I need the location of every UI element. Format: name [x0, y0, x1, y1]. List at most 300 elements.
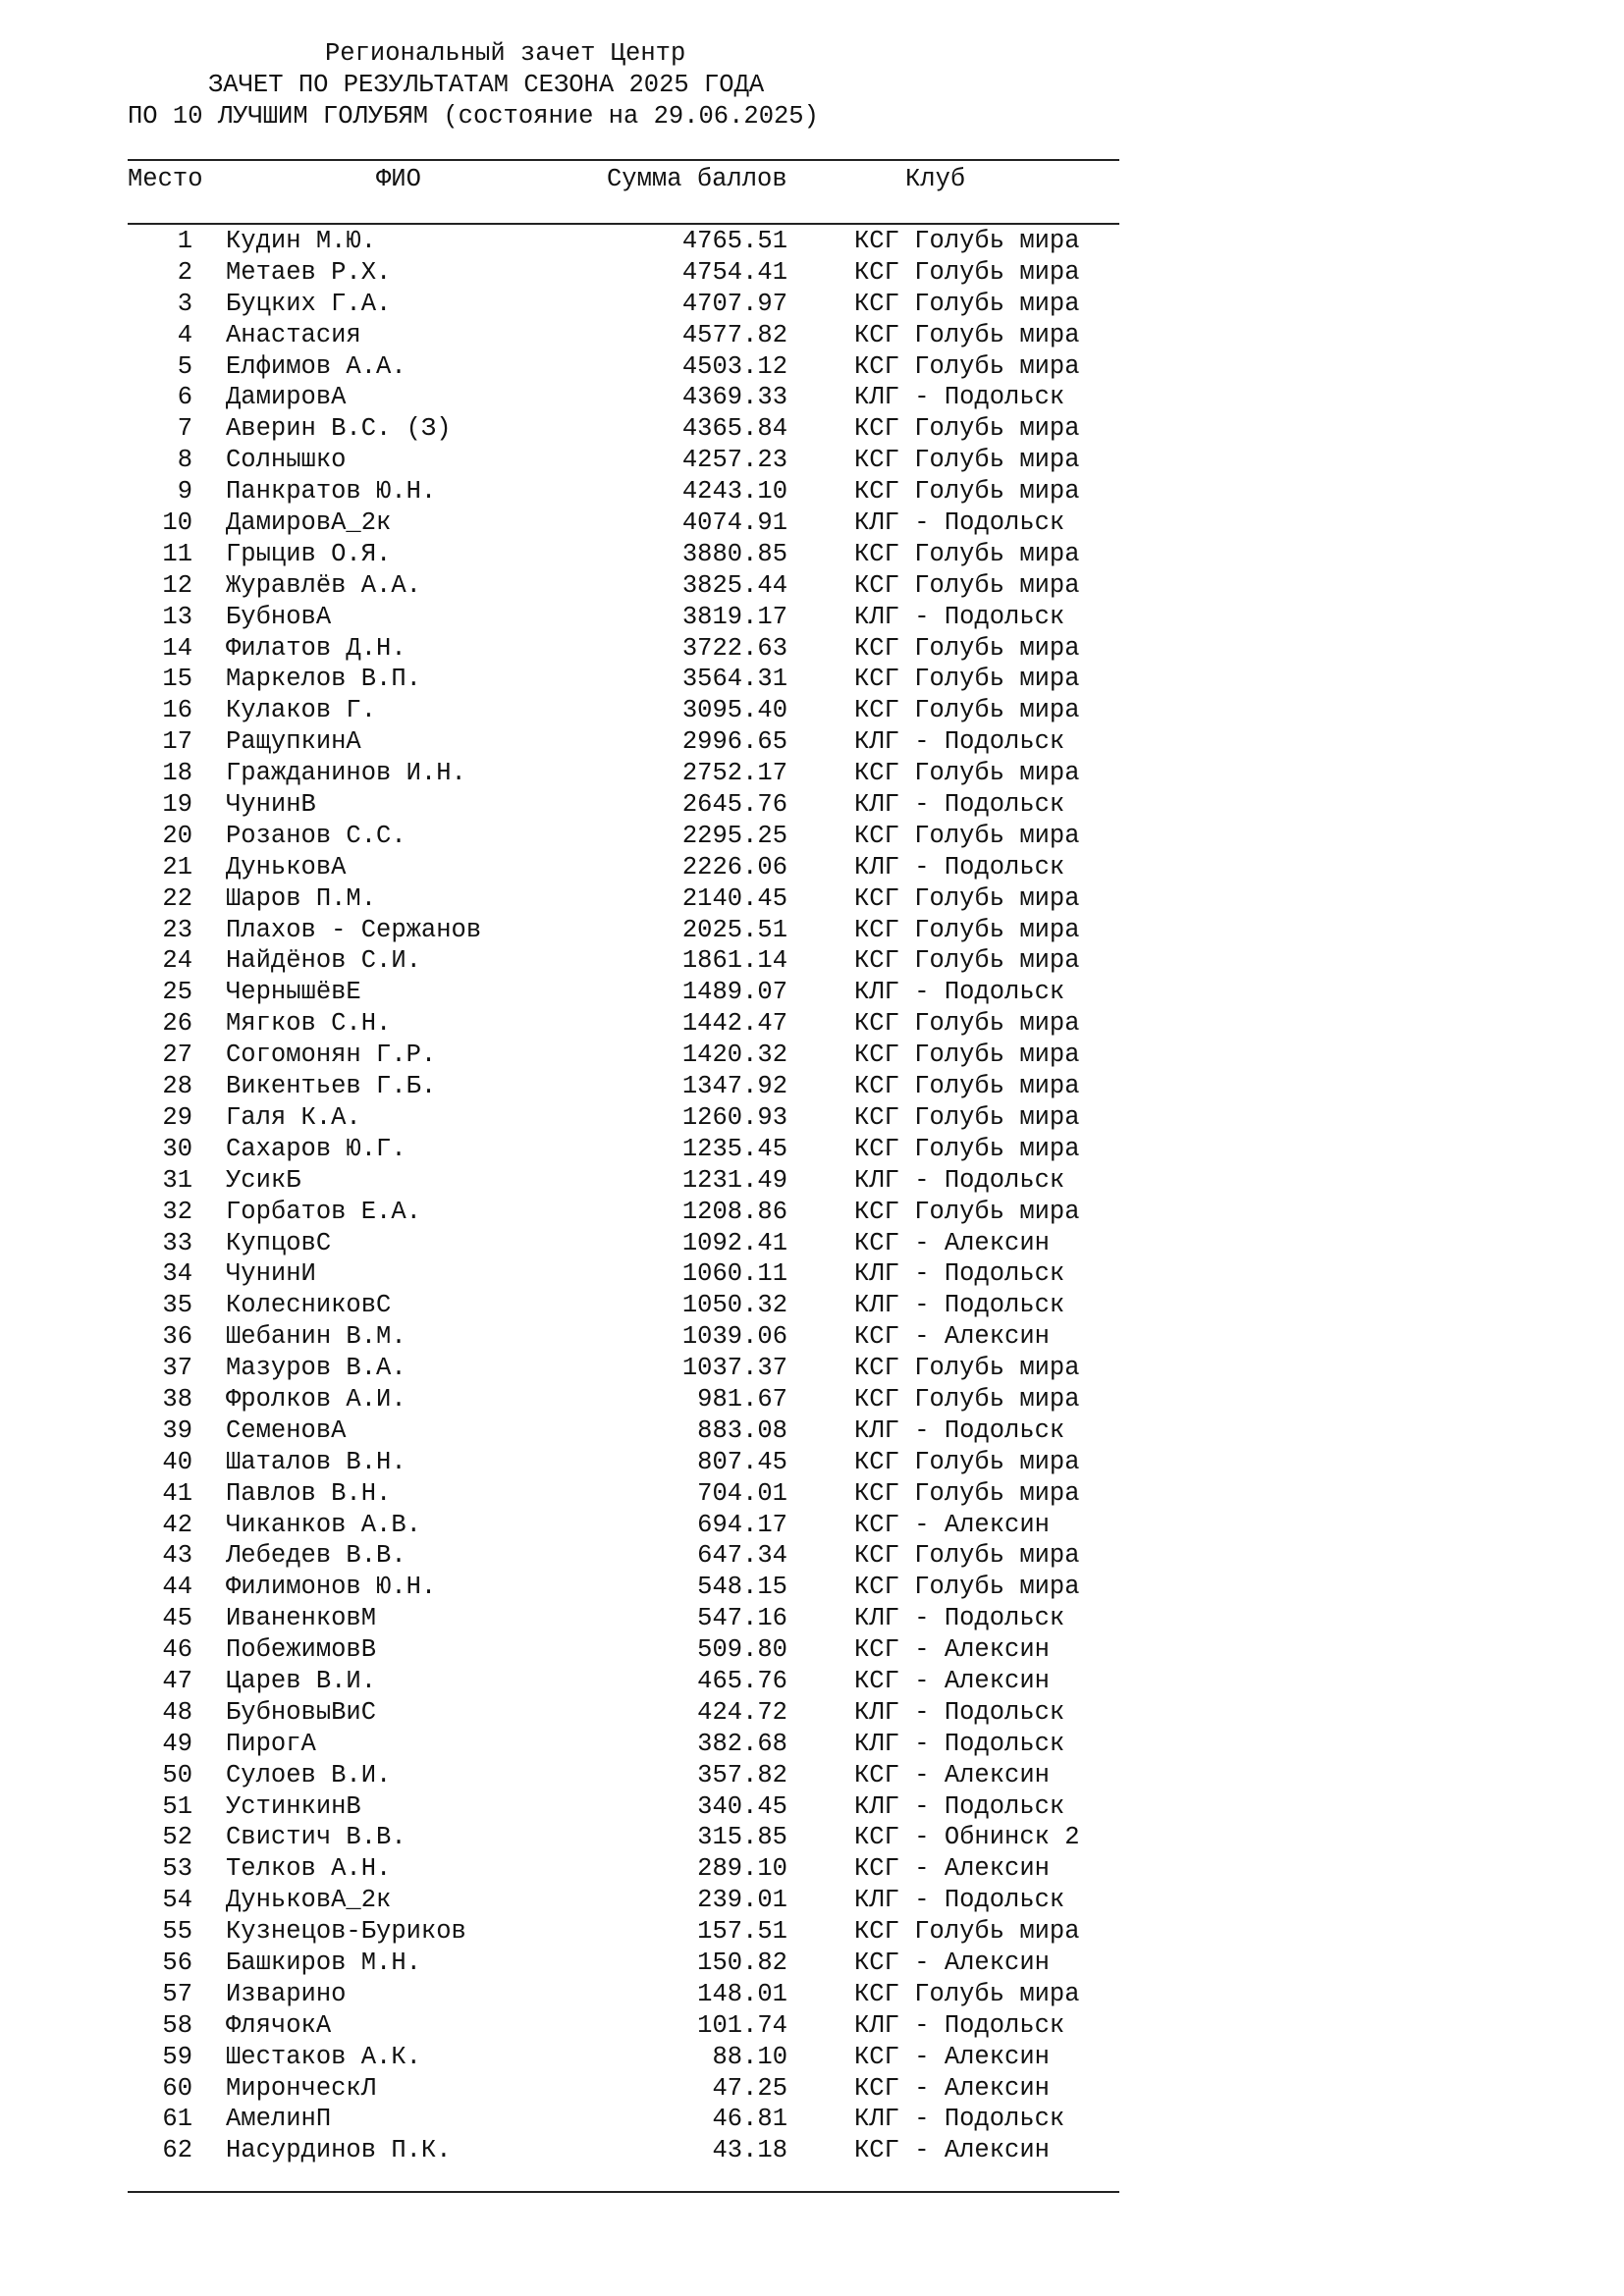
row-score: 4577.82: [681, 320, 787, 349]
row-score: 3880.85: [681, 539, 787, 568]
row-club: КЛГ - Подольск: [854, 1791, 1065, 1821]
row-name: Согомонян Г.Р.: [226, 1041, 437, 1070]
table-row: [0, 1290, 1624, 1321]
table-row: [0, 758, 1624, 789]
table-row: [0, 289, 1624, 320]
row-score: 4257.23: [681, 446, 787, 475]
row-place: 14: [162, 633, 192, 663]
row-place: 47: [162, 1666, 192, 1695]
row-score: 3819.17: [681, 602, 787, 631]
row-score: 2295.25: [681, 821, 787, 850]
row-place: 41: [162, 1478, 192, 1508]
table-row: [0, 821, 1624, 852]
row-place: 10: [162, 508, 192, 538]
row-name: Солнышко: [226, 446, 347, 475]
row-club: КЛГ - Подольск: [854, 508, 1065, 538]
row-club: КСГ Голубь мира: [854, 257, 1080, 287]
row-club: КСГ - Алексин: [854, 1760, 1050, 1789]
row-club: КСГ Голубь мира: [854, 633, 1080, 663]
document-title: Региональный зачет Центр: [325, 39, 686, 68]
table-row: [0, 1791, 1624, 1823]
row-club: КСГ - Алексин: [854, 1228, 1050, 1257]
top-divider: [128, 159, 1119, 161]
row-name: Телков А.Н.: [226, 1854, 392, 1884]
table-row: [0, 2104, 1624, 2135]
bottom-divider: [128, 2191, 1119, 2193]
row-name: Галя К.А.: [226, 1102, 361, 1132]
row-score: 1039.06: [681, 1322, 787, 1352]
table-row: [0, 351, 1624, 383]
table-row: [0, 1008, 1624, 1040]
row-score: 4754.41: [681, 257, 787, 287]
table-row: [0, 1228, 1624, 1259]
row-place: 37: [162, 1354, 192, 1383]
row-place: 48: [162, 1697, 192, 1727]
row-place: 8: [177, 446, 192, 475]
row-name: Сахаров Ю.Г.: [226, 1134, 406, 1163]
row-club: КСГ Голубь мира: [854, 1072, 1080, 1101]
row-name: Панкратов Ю.Н.: [226, 477, 437, 507]
table-row: [0, 1321, 1624, 1353]
row-club: КСГ Голубь мира: [854, 289, 1080, 318]
row-name: УсикБ: [226, 1165, 301, 1195]
row-score: 1260.93: [681, 1102, 787, 1132]
row-club: КЛГ - Подольск: [854, 1165, 1065, 1195]
row-name: ИваненковМ: [226, 1604, 377, 1633]
row-score: 465.76: [697, 1666, 787, 1695]
row-place: 60: [162, 2073, 192, 2103]
row-place: 54: [162, 1886, 192, 1915]
table-row: [0, 1134, 1624, 1165]
row-place: 4: [177, 320, 192, 349]
row-name: Метаев Р.Х.: [226, 257, 392, 287]
row-club: КЛГ - Подольск: [854, 1604, 1065, 1633]
table-row: [0, 602, 1624, 633]
row-score: 1861.14: [681, 946, 787, 976]
row-name: ЧунинИ: [226, 1259, 316, 1289]
table-row: [0, 507, 1624, 539]
row-club: КСГ Голубь мира: [854, 414, 1080, 444]
row-place: 12: [162, 570, 192, 600]
row-score: 2226.06: [681, 852, 787, 881]
row-name: Аверин В.С. (З): [226, 414, 452, 444]
row-place: 40: [162, 1447, 192, 1476]
row-score: 315.85: [697, 1823, 787, 1852]
table-row: [0, 1572, 1624, 1603]
row-name: Шаров П.М.: [226, 883, 377, 913]
row-place: 19: [162, 790, 192, 820]
table-row: [0, 695, 1624, 726]
row-score: 4243.10: [681, 477, 787, 507]
row-name: Филатов Д.Н.: [226, 633, 406, 663]
table-row: [0, 2010, 1624, 2042]
row-place: 53: [162, 1854, 192, 1884]
row-club: КСГ Голубь мира: [854, 665, 1080, 694]
row-name: Плахов - Сержанов: [226, 915, 482, 944]
row-place: 6: [177, 383, 192, 412]
row-name: ДамировА: [226, 383, 347, 412]
row-place: 43: [162, 1541, 192, 1571]
row-name: ПобежимовВ: [226, 1635, 377, 1665]
row-place: 58: [162, 2010, 192, 2040]
row-place: 1: [177, 227, 192, 255]
row-name: КолесниковС: [226, 1291, 392, 1320]
row-place: 62: [162, 2136, 192, 2165]
row-name: Шаталов В.Н.: [226, 1447, 406, 1476]
table-row: [0, 1822, 1624, 1853]
table-row: [0, 1948, 1624, 1979]
row-place: 55: [162, 1917, 192, 1947]
row-club: КЛГ - Подольск: [854, 1697, 1065, 1727]
row-score: 88.10: [712, 2042, 787, 2071]
row-score: 3564.31: [681, 665, 787, 694]
row-club: КСГ Голубь мира: [854, 1979, 1080, 2008]
table-row: [0, 633, 1624, 665]
row-place: 31: [162, 1165, 192, 1195]
row-score: 101.74: [697, 2010, 787, 2040]
row-score: 3825.44: [681, 570, 787, 600]
row-club: КЛГ - Подольск: [854, 602, 1065, 631]
row-place: 51: [162, 1791, 192, 1821]
row-club: КСГ Голубь мира: [854, 883, 1080, 913]
row-place: 32: [162, 1197, 192, 1226]
table-row: [0, 945, 1624, 977]
row-name: ДуньковА: [226, 852, 347, 881]
row-place: 20: [162, 821, 192, 850]
row-club: КСГ - Алексин: [854, 2136, 1050, 2165]
table-row: [0, 883, 1624, 915]
row-club: КСГ - Обнинск 2: [854, 1823, 1080, 1852]
row-club: КСГ Голубь мира: [854, 227, 1080, 255]
row-score: 1347.92: [681, 1072, 787, 1101]
row-place: 29: [162, 1102, 192, 1132]
row-place: 15: [162, 665, 192, 694]
row-score: 1092.41: [681, 1228, 787, 1257]
row-name: Кулаков Г.: [226, 696, 377, 725]
row-place: 34: [162, 1259, 192, 1289]
row-club: КЛГ - Подольск: [854, 852, 1065, 881]
table-row: [0, 1603, 1624, 1634]
row-name: Царев В.И.: [226, 1666, 377, 1695]
row-score: 2140.45: [681, 883, 787, 913]
table-row: [0, 1447, 1624, 1478]
row-club: КСГ - Алексин: [854, 2042, 1050, 2071]
table-row: [0, 1979, 1624, 2010]
row-place: 39: [162, 1415, 192, 1445]
row-place: 57: [162, 1979, 192, 2008]
row-name: Грыцив О.Я.: [226, 539, 392, 568]
column-header-place: Место: [128, 165, 203, 193]
row-score: 382.68: [697, 1729, 787, 1758]
table-row: [0, 726, 1624, 758]
row-place: 27: [162, 1041, 192, 1070]
row-place: 33: [162, 1228, 192, 1257]
table-row: [0, 1258, 1624, 1290]
table-row: [0, 1916, 1624, 1948]
row-place: 56: [162, 1948, 192, 1977]
row-score: 4365.84: [681, 414, 787, 444]
row-club: КСГ Голубь мира: [854, 915, 1080, 944]
column-header-name: ФИО: [376, 165, 421, 193]
row-club: КЛГ - Подольск: [854, 1291, 1065, 1320]
row-score: 1442.47: [681, 1009, 787, 1039]
row-club: КЛГ - Подольск: [854, 1415, 1065, 1445]
row-name: Буцких Г.А.: [226, 289, 392, 318]
row-score: 148.01: [697, 1979, 787, 2008]
row-place: 9: [177, 477, 192, 507]
row-place: 46: [162, 1635, 192, 1665]
row-score: 509.80: [697, 1635, 787, 1665]
row-place: 52: [162, 1823, 192, 1852]
column-header-sum: Сумма баллов: [607, 165, 787, 193]
row-name: Викентьев Г.Б.: [226, 1072, 437, 1101]
row-name: УстинкинВ: [226, 1791, 361, 1821]
row-score: 1235.45: [681, 1134, 787, 1163]
row-score: 883.08: [697, 1415, 787, 1445]
row-score: 239.01: [697, 1886, 787, 1915]
document-status-line: ПО 10 ЛУЧШИМ ГОЛУБЯМ (состояние на 29.06.2025): [128, 102, 819, 131]
table-row: [0, 2042, 1624, 2073]
row-score: 704.01: [697, 1478, 787, 1508]
row-name: Журавлёв А.А.: [226, 570, 421, 600]
row-club: КЛГ - Подольск: [854, 727, 1065, 757]
row-score: 47.25: [712, 2073, 787, 2103]
table-row: [0, 226, 1624, 257]
row-club: КСГ Голубь мира: [854, 1197, 1080, 1226]
row-club: КСГ Голубь мира: [854, 1384, 1080, 1414]
row-name: ПирогА: [226, 1729, 316, 1758]
row-score: 46.81: [712, 2105, 787, 2134]
row-score: 4074.91: [681, 508, 787, 538]
row-score: 340.45: [697, 1791, 787, 1821]
row-score: 3722.63: [681, 633, 787, 663]
table-row: [0, 382, 1624, 413]
row-score: 1489.07: [681, 978, 787, 1007]
row-score: 4707.97: [681, 289, 787, 318]
table-row: [0, 1102, 1624, 1134]
row-place: 38: [162, 1384, 192, 1414]
row-place: 18: [162, 759, 192, 788]
row-club: КСГ Голубь мира: [854, 821, 1080, 850]
row-name: Горбатов Е.А.: [226, 1197, 421, 1226]
row-name: Анастасия: [226, 320, 361, 349]
row-place: 23: [162, 915, 192, 944]
row-club: КСГ - Алексин: [854, 1666, 1050, 1695]
row-club: КЛГ - Подольск: [854, 383, 1065, 412]
row-name: Кузнецов-Буриков: [226, 1917, 466, 1947]
row-score: 548.15: [697, 1573, 787, 1602]
row-place: 3: [177, 289, 192, 318]
row-name: РащупкинА: [226, 727, 361, 757]
row-name: Фролков А.И.: [226, 1384, 406, 1414]
row-score: 2752.17: [681, 759, 787, 788]
row-name: ЧунинВ: [226, 790, 316, 820]
row-name: ДуньковА_2к: [226, 1886, 392, 1915]
row-club: КСГ Голубь мира: [854, 1541, 1080, 1571]
row-club: КЛГ - Подольск: [854, 790, 1065, 820]
row-club: КСГ Голубь мира: [854, 1573, 1080, 1602]
row-club: КСГ Голубь мира: [854, 446, 1080, 475]
row-club: КЛГ - Подольск: [854, 978, 1065, 1007]
row-name: Лебедев В.В.: [226, 1541, 406, 1571]
row-place: 49: [162, 1729, 192, 1758]
row-place: 25: [162, 978, 192, 1007]
row-score: 4369.33: [681, 383, 787, 412]
row-score: 43.18: [712, 2136, 787, 2165]
table-row: [0, 476, 1624, 507]
row-name: ЧернышёвЕ: [226, 978, 361, 1007]
row-place: 22: [162, 883, 192, 913]
table-row: [0, 1885, 1624, 1916]
row-name: МиронческЛ: [226, 2073, 377, 2103]
row-name: Изварино: [226, 1979, 347, 2008]
row-name: Мягков С.Н.: [226, 1009, 392, 1039]
table-row: [0, 915, 1624, 946]
table-row: [0, 539, 1624, 570]
row-name: Шебанин В.М.: [226, 1322, 406, 1352]
row-place: 2: [177, 257, 192, 287]
row-club: КСГ Голубь мира: [854, 1041, 1080, 1070]
row-name: Свистич В.В.: [226, 1823, 406, 1852]
row-score: 4765.51: [681, 227, 787, 255]
table-row: [0, 1040, 1624, 1071]
table-row: [0, 1666, 1624, 1697]
row-score: 1060.11: [681, 1259, 787, 1289]
row-score: 1037.37: [681, 1354, 787, 1383]
row-name: Шестаков А.К.: [226, 2042, 421, 2071]
row-club: КЛГ - Подольск: [854, 1886, 1065, 1915]
table-row: [0, 1071, 1624, 1102]
row-score: 807.45: [697, 1447, 787, 1476]
row-score: 2996.65: [681, 727, 787, 757]
table-row: [0, 1697, 1624, 1729]
row-name: Маркелов В.П.: [226, 665, 421, 694]
row-name: Кудин М.Ю.: [226, 227, 377, 255]
table-row: [0, 1415, 1624, 1447]
row-club: КСГ - Алексин: [854, 1510, 1050, 1539]
table-row: [0, 1384, 1624, 1415]
row-place: 21: [162, 852, 192, 881]
table-row: [0, 977, 1624, 1008]
row-club: КСГ Голубь мира: [854, 1102, 1080, 1132]
row-club: КЛГ - Подольск: [854, 1729, 1065, 1758]
row-club: КСГ Голубь мира: [854, 539, 1080, 568]
row-place: 24: [162, 946, 192, 976]
row-score: 981.67: [697, 1384, 787, 1414]
table-row: [0, 1478, 1624, 1510]
table-row: [0, 1197, 1624, 1228]
row-score: 1231.49: [681, 1165, 787, 1195]
header-divider: [128, 223, 1119, 225]
row-score: 647.34: [697, 1541, 787, 1571]
row-place: 61: [162, 2105, 192, 2134]
row-place: 36: [162, 1322, 192, 1352]
table-row: [0, 2073, 1624, 2105]
row-place: 26: [162, 1009, 192, 1039]
row-club: КСГ - Алексин: [854, 2073, 1050, 2103]
row-club: КСГ Голубь мира: [854, 1478, 1080, 1508]
table-row: [0, 1540, 1624, 1572]
row-name: БубновыВиС: [226, 1697, 377, 1727]
row-place: 45: [162, 1604, 192, 1633]
table-row: [0, 1729, 1624, 1760]
row-name: Елфимов А.А.: [226, 351, 406, 381]
row-club: КСГ Голубь мира: [854, 1134, 1080, 1163]
row-club: КЛГ - Подольск: [854, 1259, 1065, 1289]
row-club: КСГ Голубь мира: [854, 1917, 1080, 1947]
table-row: [0, 789, 1624, 821]
row-name: ФлячокА: [226, 2010, 332, 2040]
results-table: [0, 226, 1624, 2166]
row-name: Павлов В.Н.: [226, 1478, 392, 1508]
row-place: 59: [162, 2042, 192, 2071]
row-score: 1208.86: [681, 1197, 787, 1226]
row-place: 42: [162, 1510, 192, 1539]
row-score: 357.82: [697, 1760, 787, 1789]
table-row: [0, 1165, 1624, 1197]
table-row: [0, 570, 1624, 602]
row-score: 289.10: [697, 1854, 787, 1884]
row-place: 28: [162, 1072, 192, 1101]
row-club: КСГ Голубь мира: [854, 1354, 1080, 1383]
table-row: [0, 445, 1624, 476]
column-header-club: Клуб: [905, 165, 966, 193]
row-name: Розанов С.С.: [226, 821, 406, 850]
row-score: 157.51: [697, 1917, 787, 1947]
row-name: Чиканков А.В.: [226, 1510, 421, 1539]
row-club: КСГ - Алексин: [854, 1322, 1050, 1352]
row-place: 11: [162, 539, 192, 568]
row-place: 5: [177, 351, 192, 381]
row-name: ДамировА_2к: [226, 508, 392, 538]
document-subtitle: ЗАЧЕТ ПО РЕЗУЛЬТАТАМ СЕЗОНА 2025 ГОДА: [208, 71, 765, 99]
row-place: 16: [162, 696, 192, 725]
row-name: Сулоев В.И.: [226, 1760, 392, 1789]
row-club: КСГ Голубь мира: [854, 570, 1080, 600]
table-row: [0, 664, 1624, 695]
row-place: 13: [162, 602, 192, 631]
row-club: КСГ Голубь мира: [854, 351, 1080, 381]
row-place: 44: [162, 1573, 192, 1602]
row-place: 7: [177, 414, 192, 444]
row-club: КЛГ - Подольск: [854, 2105, 1065, 2134]
row-score: 424.72: [697, 1697, 787, 1727]
row-score: 1050.32: [681, 1291, 787, 1320]
row-score: 4503.12: [681, 351, 787, 381]
row-name: СеменовА: [226, 1415, 347, 1445]
row-score: 547.16: [697, 1604, 787, 1633]
row-score: 2025.51: [681, 915, 787, 944]
row-name: БубновА: [226, 602, 332, 631]
row-club: КЛГ - Подольск: [854, 2010, 1065, 2040]
row-name: Мазуров В.А.: [226, 1354, 406, 1383]
table-row: [0, 413, 1624, 445]
row-club: КСГ - Алексин: [854, 1948, 1050, 1977]
table-row: [0, 1353, 1624, 1384]
table-row: [0, 257, 1624, 289]
row-place: 17: [162, 727, 192, 757]
row-club: КСГ Голубь мира: [854, 320, 1080, 349]
row-place: 30: [162, 1134, 192, 1163]
row-name: Найдёнов С.И.: [226, 946, 421, 976]
row-place: 50: [162, 1760, 192, 1789]
row-name: Насурдинов П.К.: [226, 2136, 452, 2165]
row-club: КСГ Голубь мира: [854, 477, 1080, 507]
row-club: КСГ Голубь мира: [854, 946, 1080, 976]
row-name: Башкиров М.Н.: [226, 1948, 421, 1977]
table-row: [0, 1634, 1624, 1666]
row-name: Гражданинов И.Н.: [226, 759, 466, 788]
